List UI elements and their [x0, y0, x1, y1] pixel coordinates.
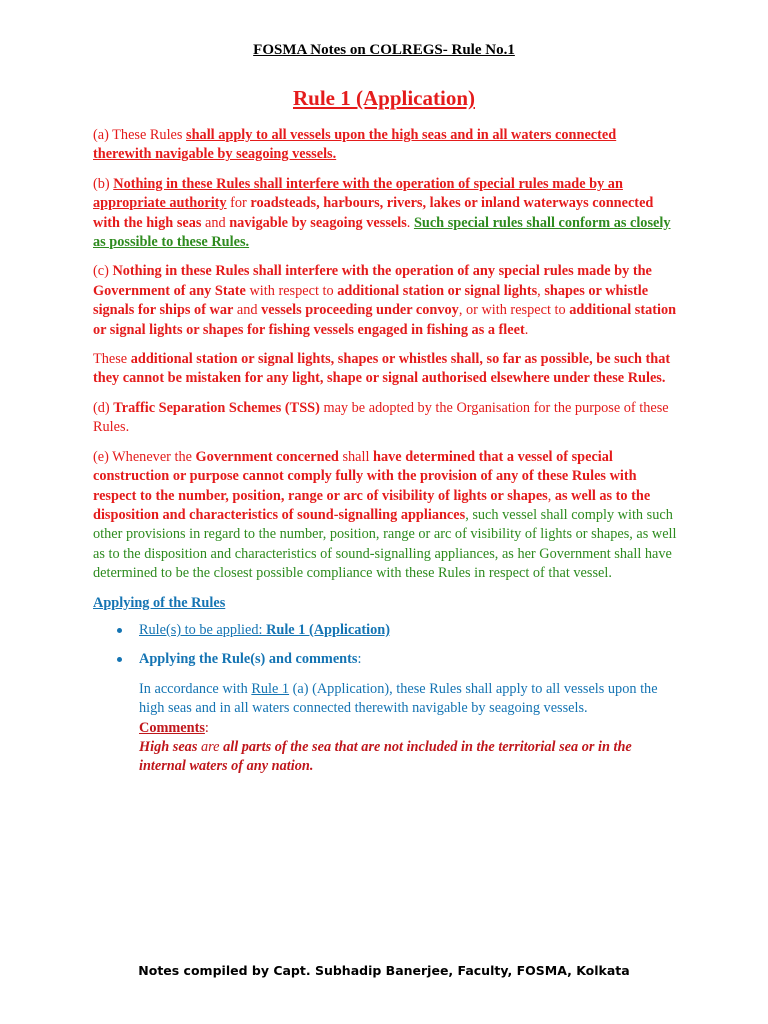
rule-title: Rule 1 (Application): [292, 86, 475, 110]
paragraph-a: [93, 126, 678, 165]
document-body: [93, 126, 678, 777]
para-c2-lead: These: [93, 351, 131, 368]
paragraph-b: [93, 175, 678, 253]
comment-end: .: [309, 758, 314, 775]
comment-are: are: [197, 738, 224, 755]
para-b-lead: (b): [93, 175, 114, 192]
para-d-emph: Traffic Separation Schemes (TSS): [113, 399, 320, 416]
para-b-t3: .: [406, 214, 414, 231]
para-b-emph1: Nothing in these Rules shall interfere with the operation of special rules made by an appropriate authority: [93, 175, 623, 212]
document-header: FOSMA Notes on COLREGS- Rule No.1: [253, 42, 515, 58]
para-d-rest: may be adopted by the Organisation for the purpose of these Rules.: [93, 399, 669, 436]
paragraph-d: [93, 399, 678, 438]
para-b-emph3: navigable by seagoing vessels: [229, 214, 407, 231]
paragraph-e: [93, 448, 678, 584]
para-e-emph2: have determined that a vessel of special construction or purpose cannot comply fully with the provision of any of these Rules with respect to the number, position, range or arc of visibility of lights or shapes: [93, 448, 637, 504]
para-b-emph4: Such special rules shall conform as closely as possible to these Rules.: [93, 214, 671, 251]
paragraph-c-continued: [93, 350, 678, 389]
para-a-emph: shall apply to all vessels upon the high seas and in all waters connected therewith navigable by seagoing vessels.: [93, 127, 617, 163]
para-e-emph3: as well as to the disposition and characteristics of sound-signalling appliances: [93, 487, 651, 523]
para-e-emph1: Government concerned: [195, 448, 339, 465]
para-c-emph4: vessels proceeding under convoy: [261, 302, 459, 319]
comments-colon: :: [204, 719, 209, 736]
para-e-green: , such vessel shall comply with such other provisions in regard to the number, position, range or arc of visibility of lights or shapes, as well as to the disposition and characteristics of sound-signalling appliances, as her Government shall have determined to be the closest possible compliance with these Rules in respect of that vessel.: [93, 506, 677, 582]
applying-list: [93, 621, 678, 670]
para-b-t2: and: [201, 214, 230, 231]
para-d-lead: (d): [93, 399, 114, 416]
comments-heading: [139, 719, 678, 738]
para-b-t1: for: [226, 195, 251, 212]
comments-label: Comments: [139, 719, 205, 736]
rules-applied-label: Rule(s) to be applied:: [139, 621, 267, 638]
para-c-t2: ,: [537, 282, 545, 299]
applying-comments-colon: :: [357, 651, 362, 668]
para-e-t1: shall: [338, 448, 374, 465]
comment-bold-1: High seas: [139, 738, 198, 755]
bullet-icon: [117, 657, 122, 662]
applying-detail-text: [139, 680, 678, 719]
list-item: [93, 621, 678, 640]
para-c-emph1: Nothing in these Rules shall interfere with the operation of any special rules made by the Government of any State: [93, 263, 652, 299]
para-e-t2: ,: [547, 487, 555, 504]
applying-comments-label: Applying the Rule(s) and comments: [139, 651, 358, 668]
document-footer: Notes compiled by Capt. Subhadip Banerjee, Faculty, FOSMA, Kolkata: [138, 963, 630, 978]
paragraph-c: [93, 262, 678, 340]
para-c-t5: .: [524, 321, 529, 338]
para-c2-emph: additional station or signal lights, shapes or whistles shall, so far as possible, be such that they cannot be mistaken for any light, shape or signal authorised elsewhere under these Rules.: [93, 351, 671, 387]
para-a-lead: (a) These Rules: [93, 127, 187, 143]
para-e-lead: (e) Whenever the: [93, 448, 196, 465]
para-c-t4: , or with respect to: [458, 302, 570, 319]
applying-detail: [93, 680, 678, 777]
para-c-emph2: additional station or signal lights: [337, 282, 538, 299]
para-c-t3: and: [233, 302, 262, 319]
detail-rest: (a) (Application), these Rules shall apply to all vessels upon the high seas and in all waters connected therewith navigable by seagoing vessels.: [139, 680, 658, 717]
para-c-t1: with respect to: [245, 282, 338, 299]
para-c-lead: (c): [93, 263, 113, 280]
comment-bold-2: all parts of the sea that are not included in the territorial sea or in the internal waters of any nation: [139, 738, 632, 775]
para-c-emph3: shapes or whistle signals for ships of war: [93, 282, 649, 319]
bullet-icon: [117, 628, 122, 633]
comment-text: [139, 738, 678, 777]
applying-rules-heading: Applying of the Rules: [93, 594, 226, 611]
para-c-emph5: additional station or signal lights or shapes for fishing vessels engaged in fishing as a fleet: [93, 302, 677, 338]
rules-applied-value: Rule 1 (Application): [266, 621, 390, 638]
detail-rule-link: Rule 1: [251, 680, 290, 697]
list-item: [93, 650, 678, 669]
detail-lead: In accordance with: [139, 680, 252, 697]
para-b-emph2: roadsteads, harbours, rivers, lakes or inland waterways connected with the high seas: [93, 195, 654, 231]
